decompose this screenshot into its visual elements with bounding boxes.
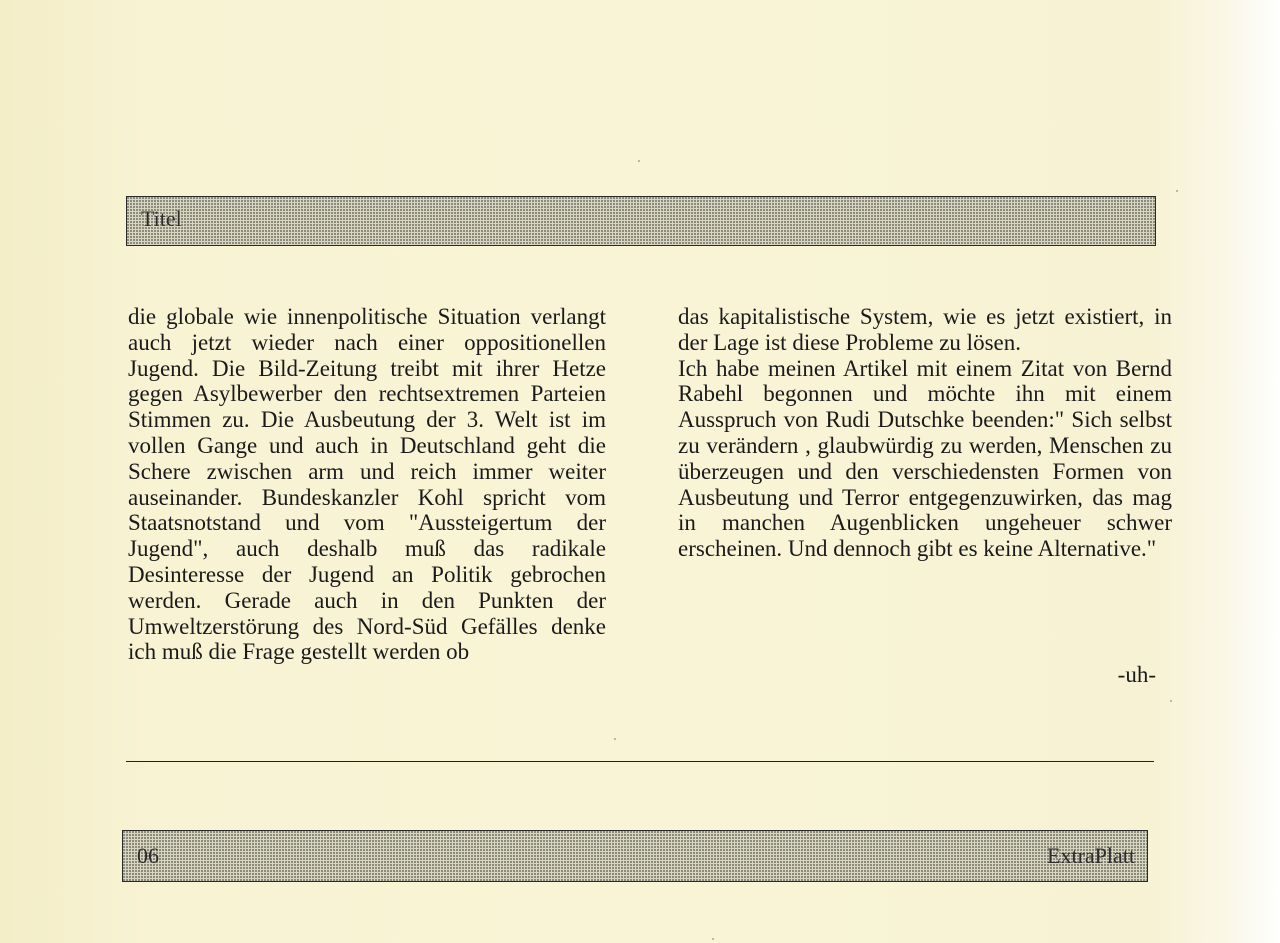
page-edge [1228,0,1280,943]
article-column-left [128,304,606,665]
article-paragraph: Ich habe meinen Artikel mit einem Zitat von Bernd Rabehl begonnen und möchte ihn mit einem Ausspruch von Rudi Dutschke beenden:" Sich selbst zu verändern , glaubwürdig zu werden, Menschen zu überzeugen und den verschiedensten Formen von Ausbeutung und Terror entgegenzuwirken, das mag in manchen Augenblicken ungeheuer schwer erscheinen. Und dennoch gibt es keine Alternative." [678,355,1172,562]
page-number: 06 [137,843,159,868]
article-paragraph: das kapitalistische System, wie es jetzt existiert, in der Lage ist diese Probleme zu lösen. [678,304,1172,355]
section-title-bar [126,196,1156,246]
footer-bar [122,830,1148,882]
paper-speck [638,160,640,162]
publication-name: ExtraPlatt [1047,843,1135,868]
paper-speck [614,738,616,740]
author-signature: -uh- [1117,662,1156,687]
paper-speck [712,938,714,940]
section-title: Titel [141,206,182,231]
horizontal-divider [126,761,1154,762]
paper-speck [1176,190,1178,192]
article-column-right [678,304,1172,562]
paper-speck [1170,700,1172,702]
article-paragraph: die globale wie innenpolitische Situation verlangt auch jetzt wieder nach einer oppositionellen Jugend. Die Bild-Zeitung treibt mit ihrer Hetze gegen Asylbewerber den rechtsextremen Parteien Stimmen zu. Die Ausbeutung der 3. Welt ist im vollen Gange und auch in Deutschland geht die Schere zwischen arm und reich immer weiter auseinander. Bundeskanzler Kohl spricht vom Staatsnotstand und vom "Aussteigertum der Jugend", auch deshalb muß das radikale Desinteresse der Jugend an Politik gebrochen werden. Gerade auch in den Punkten der Umweltzerstörung des Nord-Süd Gefälles denke ich muß die Frage gestellt werden ob [128,304,606,665]
